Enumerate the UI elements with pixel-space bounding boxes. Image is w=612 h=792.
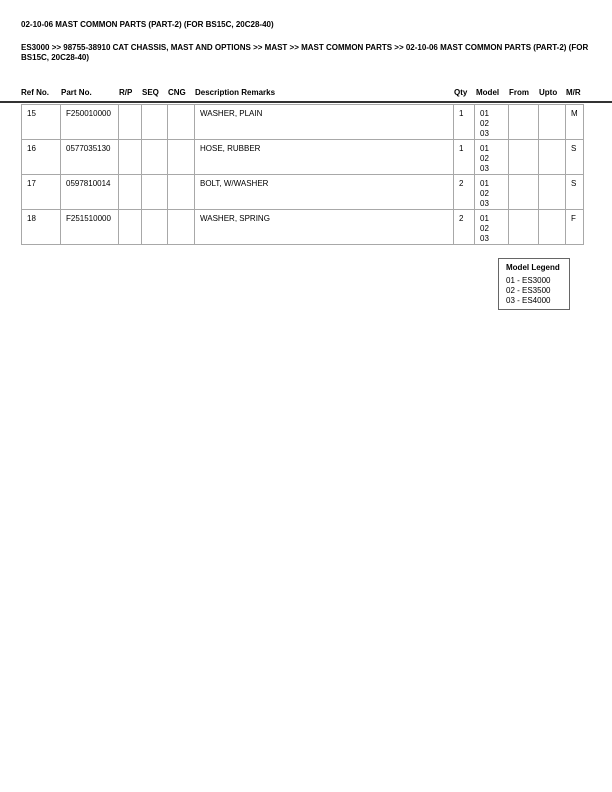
header-desc: Description Remarks — [195, 88, 276, 97]
legend-title: Model Legend — [506, 263, 560, 272]
cell-rp — [119, 140, 142, 175]
header-rp: R/P — [119, 88, 133, 97]
cell-upto — [539, 105, 566, 140]
model-code: 03 — [480, 234, 489, 243]
table-row — [22, 210, 584, 245]
parts-table — [21, 104, 584, 245]
cell-mr: M — [566, 105, 584, 140]
header-upto: Upto — [539, 88, 558, 97]
cell-models — [475, 175, 509, 210]
cell-seq — [142, 210, 168, 245]
cell-upto — [539, 210, 566, 245]
cell-rp — [119, 105, 142, 140]
model-code: 02 — [480, 119, 489, 128]
cell-from — [509, 140, 539, 175]
cell-cng — [168, 175, 195, 210]
cell-mr: S — [566, 140, 584, 175]
legend-item: 03 - ES4000 — [506, 296, 551, 305]
cell-ref: 17 — [22, 175, 61, 210]
cell-cng — [168, 210, 195, 245]
model-code: 03 — [480, 199, 489, 208]
cell-upto — [539, 140, 566, 175]
header-qty: Qty — [454, 88, 468, 97]
model-code: 03 — [480, 164, 489, 173]
model-code: 02 — [480, 189, 489, 198]
cell-ref: 18 — [22, 210, 61, 245]
model-code: 02 — [480, 154, 489, 163]
cell-rp — [119, 175, 142, 210]
cell-part: F250010000 — [61, 105, 119, 140]
header-part: Part No. — [61, 88, 92, 97]
cell-desc: WASHER, PLAIN — [195, 105, 454, 140]
header-cng: CNG — [168, 88, 186, 97]
header-from: From — [509, 88, 529, 97]
header-rule — [0, 101, 612, 103]
header-ref: Ref No. — [21, 88, 49, 97]
header-model: Model — [476, 88, 500, 97]
cell-desc: WASHER, SPRING — [195, 210, 454, 245]
cell-from — [509, 105, 539, 140]
cell-qty: 2 — [454, 210, 475, 245]
breadcrumb: ES3000 >> 98755-38910 CAT CHASSIS, MAST AND OPTIONS >> MAST >> MAST COMMON PARTS >> 02-10-06 MAST COMMON PARTS (PART-2) (FOR BS15C, 20C28-40) — [21, 43, 589, 62]
cell-qty: 1 — [454, 140, 475, 175]
table-row — [22, 175, 584, 210]
cell-qty: 2 — [454, 175, 475, 210]
model-legend — [498, 258, 570, 310]
cell-part: F251510000 — [61, 210, 119, 245]
cell-part: 0597810014 — [61, 175, 119, 210]
cell-models — [475, 105, 509, 140]
cell-models — [475, 140, 509, 175]
cell-seq — [142, 175, 168, 210]
model-code: 01 — [480, 179, 489, 188]
header-seq: SEQ — [142, 88, 159, 97]
cell-ref: 15 — [22, 105, 61, 140]
model-code: 01 — [480, 109, 489, 118]
table-row — [22, 105, 584, 140]
cell-seq — [142, 105, 168, 140]
cell-models — [475, 210, 509, 245]
cell-cng — [168, 105, 195, 140]
cell-ref: 16 — [22, 140, 61, 175]
cell-mr: F — [566, 210, 584, 245]
table-row — [22, 140, 584, 175]
cell-from — [509, 175, 539, 210]
cell-upto — [539, 175, 566, 210]
model-code: 01 — [480, 214, 489, 223]
cell-rp — [119, 210, 142, 245]
model-code: 03 — [480, 129, 489, 138]
cell-part: 0577035130 — [61, 140, 119, 175]
cell-mr: S — [566, 175, 584, 210]
model-code: 02 — [480, 224, 489, 233]
cell-cng — [168, 140, 195, 175]
header-mr: M/R — [566, 88, 581, 97]
legend-item: 01 - ES3000 — [506, 276, 551, 285]
cell-seq — [142, 140, 168, 175]
legend-item: 02 - ES3500 — [506, 286, 551, 295]
model-code: 01 — [480, 144, 489, 153]
cell-qty: 1 — [454, 105, 475, 140]
cell-desc: BOLT, W/WASHER — [195, 175, 454, 210]
cell-from — [509, 210, 539, 245]
cell-desc: HOSE, RUBBER — [195, 140, 454, 175]
page-title: 02-10-06 MAST COMMON PARTS (PART-2) (FOR BS15C, 20C28-40) — [21, 20, 274, 29]
